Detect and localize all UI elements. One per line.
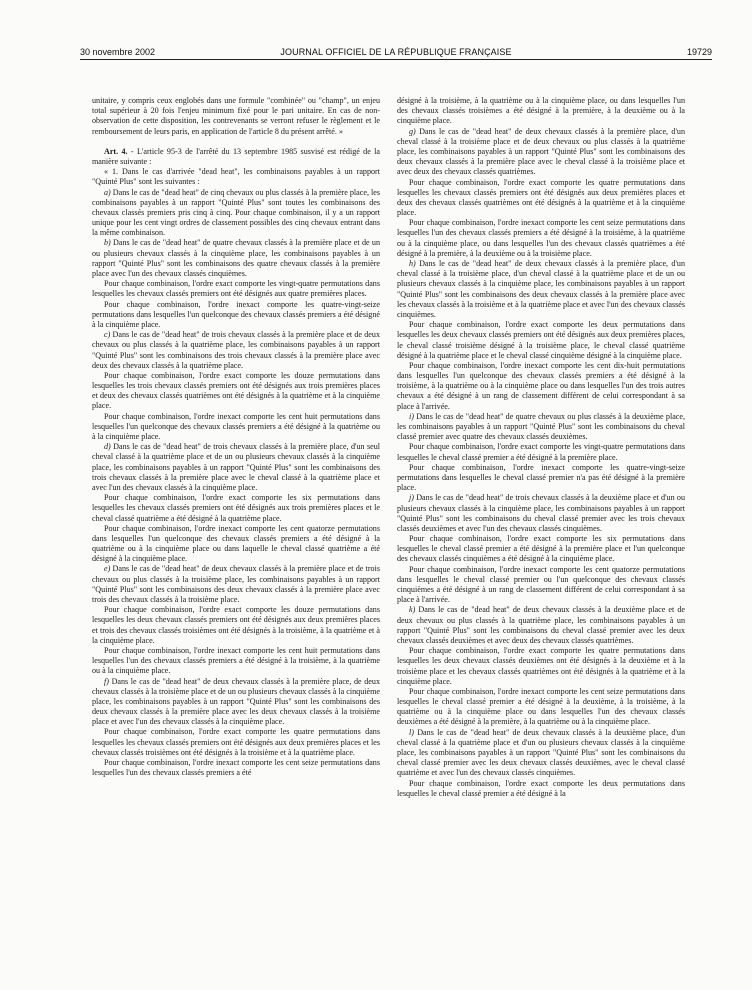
paragraph: Pour chaque combinaison, l'ordre exact comporte les quatre permutations dans lesquelles les deux chevaux classés deuxièmes ont été désignés à la deuxième et à la troisième place et les chevaux classés quatrièmes ont été désignés à la quatrième et à la cinquième place. bbox=[397, 646, 685, 686]
paragraph: Pour chaque combinaison, l'ordre exact comporte les vingt-quatre permutations dans lesquelles le cheval classé premier a été désigné à la première place. bbox=[397, 442, 685, 462]
paragraph: Pour chaque combinaison, l'ordre inexact comporte les quatre-vingt-seize permutations dans lesquelles le cheval classé premier n'a pas été désigné à la première place. bbox=[397, 462, 685, 493]
article-paragraph bbox=[92, 147, 380, 167]
page-number: 19729 bbox=[686, 47, 712, 57]
item-label: i) bbox=[409, 411, 414, 421]
item-label: l) bbox=[409, 727, 414, 737]
paragraph: désigné à la troisième, à la quatrième ou à la cinquième place, ou dans lesquelles l'un des chevaux classés troisièmes a été désigné à la première, à la deuxième ou à la cinquième place. bbox=[397, 96, 685, 126]
paragraph: unitaire, y compris ceux englobés dans une formule "combinée" ou "champ", un enjeu total supérieur à 20 fois l'enjeu minimum fixé pour le pari unitaire. En cas de non-observation de cette disposition, les contrevenants se verront refuser le règlement et le remboursement de leurs paris, en application de l'article 8 du présent arrêté. » bbox=[92, 96, 380, 136]
item-label: j) bbox=[409, 493, 414, 503]
paragraph: Pour chaque combinaison, l'ordre inexact comporte les cent huit permutations dans lesquelles l'un des chevaux classés premiers a été désigné à la troisième, à la quatrième ou à la cinquième place. bbox=[92, 645, 380, 676]
paragraph: Pour chaque combinaison, l'ordre exact comporte les vingt-quatre permutations dans lesquelles les chevaux classés premiers ont été désignés aux quatre premières places. bbox=[92, 279, 380, 299]
paragraph: Pour chaque combinaison, l'ordre exact comporte les six permutations dans lesquelles les chevaux classés premiers ont été désignés aux trois premières places et le cheval classé quatrième a été désigné à la quatrième place. bbox=[92, 493, 380, 523]
item-d-paragraph bbox=[92, 442, 380, 493]
item-text: Dans le cas de "dead heat" de trois chevaux classés à la première place, d'un seul cheval classé à la quatrième place et de un ou plusieurs chevaux classés à la cinquième place, les combinaisons payables à un rapport "Quinté Plus" sont les combinaisons des trois chevaux classés à la première place avec le cheval classé à la quatrième place et avec l'un des chevaux classés à la cinquième place. bbox=[92, 442, 380, 492]
page-header bbox=[80, 47, 712, 63]
item-label: d) bbox=[104, 442, 111, 452]
left-column bbox=[92, 96, 380, 980]
item-text: Dans le cas de "dead heat" de deux chevaux classés à la première place, d'un cheval classé à la troisième place et de deux chevaux ou plus classés à la quatrième place, les combinaisons payables à un rapport "Quinté Plus" sont les combinaisons des deux chevaux classés à la première place avec le cheval classé à la troisième place et avec deux des chevaux classés quatrièmes. bbox=[397, 126, 685, 177]
item-a-paragraph bbox=[92, 188, 380, 239]
paragraph: Pour chaque combinaison, l'ordre inexact comporte les quatre-vingt-seize permutations dans lesquelles l'un quelconque des chevaux classés premiers a été désigné à la cinquième place. bbox=[92, 299, 380, 329]
right-column bbox=[397, 96, 685, 980]
item-i-paragraph bbox=[397, 412, 685, 443]
item-j-paragraph bbox=[397, 493, 685, 534]
paragraph: Pour chaque combinaison, l'ordre exact comporte les douze permutations dans lesquelles les trois chevaux classés premiers ont été désignés aux trois premières places et deux des chevaux classés quatrièmes ont été désignés à la quatrième et à la cinquième place. bbox=[92, 370, 380, 411]
item-f-paragraph bbox=[92, 677, 380, 728]
paragraph: Pour chaque combinaison, l'ordre inexact comporte les cent quatorze permutations dans lesquelles le cheval classé premier ou l'un quelconque des chevaux classés cinquièmes a été désigné à un rang de classement différent de celui correspondant à sa place à l'arrivée. bbox=[397, 564, 685, 605]
item-label: e) bbox=[104, 564, 111, 574]
item-l-paragraph bbox=[397, 728, 685, 779]
journal-title: JOURNAL OFFICIEL DE LA RÉPUBLIQUE FRANÇAISE bbox=[280, 47, 512, 57]
item-text: Dans le cas de "dead heat" de deux chevaux classés à la première place, de deux chevaux classés à la troisième place et de un ou plusieurs chevaux classés à la cinquième place, les combinaisons payables à un rapport "Quinté Plus" sont les combinaisons des deux chevaux classés à la première place avec les deux chevaux classés à la troisième place et avec l'un des chevaux classés à la cinquième place. bbox=[92, 676, 380, 727]
paragraph: Pour chaque combinaison, l'ordre exact comporte les deux permutations dans lesquelles le cheval classé premier a été désigné à la bbox=[397, 778, 685, 798]
paragraph: Pour chaque combinaison, l'ordre exact comporte les quatre permutations dans lesquelles les chevaux classés premiers ont été désignés aux deux premières places et les chevaux classés troisièmes ont été désignés à la troisième et à la quatrième place. bbox=[92, 727, 380, 757]
header-date: 30 novembre 2002 bbox=[80, 47, 156, 57]
item-text: Dans le cas de "dead heat" de trois chevaux classés à la deuxième place et d'un ou plusieurs chevaux classés à la cinquième place, les combinaisons payables à un rapport "Quinté Plus" sont les combinaisons du cheval classé premier avec les trois chevaux classés deuxièmes et avec l'un des chevaux classés cinquièmes. bbox=[397, 493, 685, 533]
item-text: Dans le cas de "dead heat" de deux chevaux classés à la première place et de trois chevaux ou plus classés à la troisième place, les combinaisons payables à un rapport "Quinté Plus" sont les combinaisons des deux chevaux classés à la première place avec trois des chevaux classés à la troisième place. bbox=[92, 564, 380, 604]
article-text: - L'article 95-3 de l'arrêté du 13 septembre 1985 susvisé est rédigé de la manière suivante : bbox=[92, 146, 380, 166]
item-text: Dans le cas de "dead heat" de deux chevaux classés à la deuxième place et de deux chevaux ou plus classés à la quatrième place, les combinaisons payables à un rapport "Quinté Plus" sont les combinaisons du cheval classé premier avec les deux chevaux classés deuxièmes et avec deux des chevaux classés quatrièmes. bbox=[397, 605, 685, 645]
item-label: a) bbox=[104, 187, 111, 197]
paragraph: Pour chaque combinaison, l'ordre inexact comporte les cent dix-huit permutations dans lesquelles l'un quelconque des chevaux classés premiers a été désigné à la troisième, à la quatrième ou à la cinquième place ou dans lesquelles l'un des trois autres chevaux a été désigné à un rang de classement différent de celui correspondant à sa place à l'arrivée. bbox=[397, 360, 685, 411]
article-label: Art. 4. bbox=[104, 146, 128, 156]
paragraph: Pour chaque combinaison, l'ordre inexact comporte les cent seize permutations dans lesquelles l'un des chevaux classés premiers a été désigné à la troisième, à la quatrième ou à la cinquième place, ou dans lesquelles l'un des chevaux classés quatrièmes a été désigné à la première, à la deuxième ou à la troisième place. bbox=[397, 218, 685, 258]
item-text: Dans le cas de "dead heat" de quatre chevaux classés à la première place et de un ou plusieurs chevaux classés à la cinquième place, les combinaisons payables à un rapport "Quinté Plus" sont les combinaisons des quatre chevaux classés à la première place avec l'un des chevaux classés cinquièmes. bbox=[92, 238, 380, 278]
paragraph: Pour chaque combinaison, l'ordre exact comporte les quatre permutations dans lesquelles les chevaux classés premiers ont été désignés aux deux premières places et deux des chevaux classés quatrièmes ont été désignés à la quatrième et à la cinquième place. bbox=[397, 177, 685, 218]
item-b-paragraph bbox=[92, 238, 380, 279]
item-text: Dans le cas de "dead heat" de cinq chevaux ou plus classés à la première place, les combinaisons payables à un rapport "Quinté Plus" sont toutes les combinaisons des chevaux classés premiers pris cinq à cinq. Pour chaque combinaison, il y a un rapport unique pour les cent vingt ordres de classement possibles des cinq chevaux entrant dans la même combinaison. bbox=[92, 187, 380, 238]
item-text: Dans le cas de "dead heat" de quatre chevaux ou plus classés à la deuxième place, les combinaisons payables à un rapport "Quinté Plus" sont les combinaisons du cheval classé premier avec quatre des chevaux classés deuxièmes. bbox=[397, 411, 685, 442]
paragraph: Pour chaque combinaison, l'ordre exact comporte les deux permutations dans lesquelles les deux chevaux classés premiers ont été désignés aux deux premières places, le cheval classé troisième désigné à la troisième place, le cheval classé quatrième désigné à la quatrième place et le cheval classé cinquième désigné à la cinquième place. bbox=[397, 320, 685, 360]
item-e-paragraph bbox=[92, 564, 380, 605]
header-rule bbox=[80, 59, 712, 60]
paragraph: Pour chaque combinaison, l'ordre exact comporte les douze permutations dans lesquelles les deux chevaux classés premiers ont été désignés aux deux premières places et trois des chevaux classés troisièmes ont été désignés à la troisième, à la quatrième et à la cinquième place. bbox=[92, 605, 380, 645]
paragraph: « 1. Dans le cas d'arrivée "dead heat", les combinaisons payables à un rapport "Quinté Plus" sont les suivantes : bbox=[92, 167, 380, 187]
item-text: Dans le cas de "dead heat" de deux chevaux classés à la deuxième place, d'un cheval classé à la quatrième place et d'un ou plusieurs chevaux classés à la cinquième place, les combinaisons payables à un rapport "Quinté Plus" sont les combinaisons du cheval classé premier avec les deux chevaux classés deuxièmes, avec le cheval classé quatrième et avec l'un des chevaux classés cinquièmes. bbox=[397, 727, 685, 778]
item-label: k) bbox=[409, 605, 416, 615]
paragraph: Pour chaque combinaison, l'ordre inexact comporte les cent seize permutations dans lesquelles le cheval classé premier a été désigné à la deuxième, à la troisième, à la quatrième ou à la cinquième place ou dans lesquelles l'un des chevaux classés deuxièmes a été désigné à la première, à la quatrième ou à la cinquième place. bbox=[397, 686, 685, 727]
item-text: Dans le cas de "dead heat" de trois chevaux classés à la première place et de deux chevaux ou plus classés à la quatrième place, les combinaisons payables à un rapport "Quinté Plus" sont les combinaisons des trois chevaux classés à la première place avec deux des chevaux classés à la quatrième place. bbox=[92, 330, 380, 370]
item-text: Dans le cas de "dead heat" de deux chevaux classés à la première place, d'un cheval classé à la troisième place, d'un cheval classé à la quatrième place et de un ou plusieurs chevaux classés à la cinquième place, les combinaisons payables à un rapport "Quinté Plus" sont les combinaisons des deux chevaux classés à la première place avec les chevaux classés à la troisième et à la quatrième place et avec l'un des chevaux classés cinquièmes. bbox=[397, 259, 685, 319]
paragraph: Pour chaque combinaison, l'ordre inexact comporte les cent seize permutations dans lesquelles l'un des chevaux classés premiers a été bbox=[92, 758, 380, 778]
item-label: g) bbox=[409, 126, 416, 136]
item-g-paragraph bbox=[397, 127, 685, 178]
item-label: b) bbox=[104, 238, 111, 248]
paragraph: Pour chaque combinaison, l'ordre inexact comporte les cent quatorze permutations dans lesquelles l'un quelconque des chevaux classés premiers a été désigné à la quatrième ou à la cinquième place ou dans laquelle le cheval classé quatrième a été désigné à la cinquième place. bbox=[92, 523, 380, 564]
item-h-paragraph bbox=[397, 259, 685, 320]
paragraph: Pour chaque combinaison, l'ordre exact comporte les six permutations dans lesquelles le cheval classé premier a été désigné à la première place et l'un quelconque des chevaux classés cinquièmes a été désigné à la cinquième place. bbox=[397, 534, 685, 564]
item-label: f) bbox=[104, 676, 109, 686]
item-label: h) bbox=[409, 259, 416, 268]
item-label: c) bbox=[104, 330, 111, 340]
item-c-paragraph bbox=[92, 330, 380, 371]
item-k-paragraph bbox=[397, 605, 685, 646]
paragraph: Pour chaque combinaison, l'ordre inexact comporte les cent huit permutations dans lesquelles l'un quelconque des chevaux classés premiers a été désigné à la quatrième ou à la cinquième place. bbox=[92, 411, 380, 441]
